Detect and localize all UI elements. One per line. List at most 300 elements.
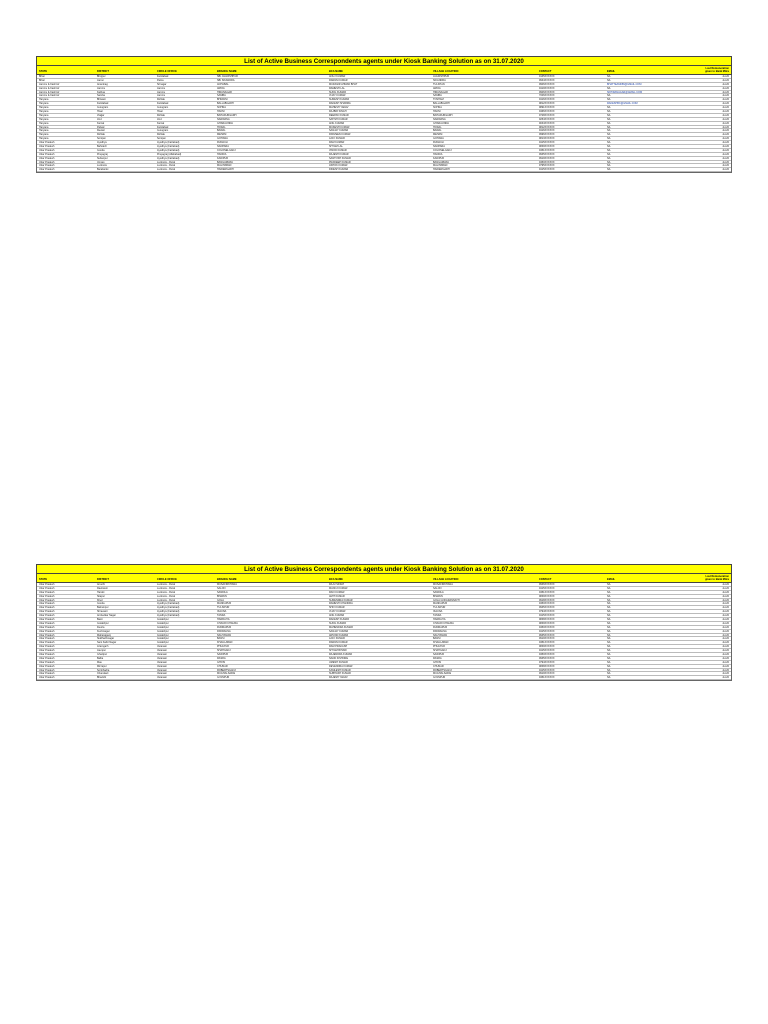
- report-sheet-2: [36, 564, 732, 681]
- cell-contact: 9415XXXXXX: [539, 141, 555, 145]
- cell-remuneration: Jul-20: [722, 660, 729, 664]
- cell-remuneration: Jul-20: [722, 594, 729, 598]
- cell-email: NA: [607, 98, 611, 102]
- cell-email: NA: [607, 106, 611, 110]
- cell-circle-office: Lucknow - Rural: [157, 598, 176, 602]
- cell-bca-name: SHIV KUMAR: [329, 606, 345, 610]
- cell-branch-name: RUDRAPUR: [217, 625, 232, 629]
- cell-bca-name: SUNIL KUMAR: [329, 90, 346, 94]
- cell-village-location: PHULPUR: [433, 645, 445, 649]
- cell-district: Faridabad: [97, 102, 109, 106]
- cell-district: Kathua: [97, 90, 105, 94]
- cell-branch-name: TANDA: [217, 614, 226, 618]
- cell-remuneration: Jul-20: [722, 86, 729, 90]
- cell-branch-name: CHUNAR: [217, 664, 228, 668]
- cell-email: NA: [607, 625, 611, 629]
- cell-remuneration: Jul-20: [722, 94, 729, 98]
- cell-bca-name: AMIT KUMAR: [329, 594, 345, 598]
- cell-bca-name: MAHENDRA KUMAR: [329, 625, 353, 629]
- cell-district: Jaunpur: [97, 649, 107, 653]
- cell-remuneration: Jul-20: [722, 656, 729, 660]
- cell-village-location: KADIPUR: [433, 156, 445, 160]
- cell-branch-name: RUDAULI: [217, 141, 228, 145]
- cell-state: Uttar Pradesh: [39, 672, 55, 676]
- cell-email: NA: [607, 653, 611, 657]
- cell-branch-name: GOLA: [217, 598, 224, 602]
- cell-state: Uttar Pradesh: [39, 621, 55, 625]
- cell-bca-name: AJAY KUMAR: [329, 637, 345, 641]
- cell-district: Kheri: [97, 598, 103, 602]
- cell-district: Jind: [97, 117, 102, 121]
- column-headers: [36, 66, 732, 75]
- cell-remuneration: Jul-20: [722, 633, 729, 637]
- cell-circle-office: Rohtak: [157, 113, 165, 117]
- cell-remuneration: Jul-20: [722, 664, 729, 668]
- cell-circle-office: Gorakhpur: [157, 625, 169, 629]
- cell-contact: 9450XXXXXX: [539, 653, 555, 657]
- cell-circle-office: Lucknow - Rural: [157, 590, 176, 594]
- cell-state: Uttar Pradesh: [39, 586, 55, 590]
- cell-district: Sitapur: [97, 594, 105, 598]
- table-body: [36, 75, 732, 173]
- table-row: [37, 168, 731, 172]
- cell-branch-name: GYANPUR: [217, 676, 230, 680]
- cell-remuneration: Jul-20: [722, 590, 729, 594]
- cell-district: Bhojpur: [97, 75, 106, 78]
- cell-remuneration: Jul-20: [722, 141, 729, 145]
- cell-village-location: NARWANA: [433, 117, 446, 121]
- cell-village-location: SALON: [433, 586, 442, 590]
- cell-state: Uttar Pradesh: [39, 594, 55, 598]
- cell-remuneration: Jul-20: [722, 676, 729, 680]
- cell-village-location: GOLA GOKARANNATH: [433, 598, 460, 602]
- cell-district: Deoria: [97, 625, 105, 629]
- cell-bca-name: MUDASIR AHMAD BHAT: [329, 82, 358, 86]
- cell-circle-office: Varanasi: [157, 653, 167, 657]
- cell-contact: 9794XXXXXX: [539, 610, 555, 614]
- cell-state: Uttar Pradesh: [39, 145, 55, 149]
- cell-district: Siddharthnagar: [97, 637, 115, 641]
- cell-village-location: NAUTANWA: [433, 633, 448, 637]
- cell-district: Lucknow: [97, 164, 107, 168]
- cell-branch-name: HODAL: [217, 125, 226, 129]
- cell-circle-office: Hisar: [157, 110, 163, 114]
- cell-district: Gonda: [97, 602, 105, 606]
- cell-remuneration: Jul-20: [722, 610, 729, 614]
- cell-bca-name: ARVIND KUMAR: [329, 633, 349, 637]
- cell-village-location: SHAHGANJ: [433, 649, 447, 653]
- cell-village-location: MUSAFIRKHANA: [433, 583, 453, 586]
- report-sheet-1: [36, 56, 732, 173]
- cell-contact: 9450XXXXXX: [539, 160, 555, 164]
- col-state: STATE: [39, 70, 48, 73]
- cell-village-location: HANSI: [433, 110, 441, 114]
- cell-bca-name: SANTOSH KUMAR: [329, 156, 351, 160]
- cell-bca-name: RAM KUMAR: [329, 141, 345, 145]
- cell-bca-name: SUNIL KUMAR: [329, 621, 346, 625]
- cell-email: NA: [607, 598, 611, 602]
- cell-contact: 9466XXXXXX: [539, 110, 555, 114]
- cell-district: Maharajganj: [97, 633, 111, 637]
- cell-contact: 9794XXXXXX: [539, 660, 555, 664]
- cell-village-location: BISWAN: [433, 594, 443, 598]
- cell-circle-office: Jind: [157, 117, 162, 121]
- cell-bca-name: SHYAM LAL: [329, 145, 343, 149]
- cell-village-location: CHUNAR: [433, 664, 444, 668]
- cell-village-location: COLONELGANJ: [433, 148, 452, 152]
- cell-email: NA: [607, 668, 611, 672]
- cell-contact: 9936XXXXXX: [539, 583, 555, 586]
- cell-email: NA: [607, 121, 611, 125]
- cell-bca-name: VIJAY KUMAR: [329, 94, 346, 98]
- cell-state: Uttar Pradesh: [39, 148, 55, 152]
- cell-village-location: NANPARA: [433, 145, 445, 149]
- table-row: [37, 676, 731, 680]
- cell-state: Jammu & Kashmir: [39, 94, 60, 98]
- cell-circle-office: Ayodhya (Faizabad): [157, 606, 180, 610]
- cell-remuneration: Jul-20: [722, 137, 729, 141]
- cell-district: Samba: [97, 94, 105, 98]
- cell-contact: 9034XXXXXX: [539, 121, 555, 125]
- cell-branch-name: NARWANA: [217, 117, 230, 121]
- cell-state: Bihar: [39, 78, 45, 82]
- cell-email: NA: [607, 164, 611, 168]
- cell-village-location: KHALILABAD: [433, 641, 449, 645]
- cell-email: NA: [607, 641, 611, 645]
- cell-district: Sant Kabir Nagar: [97, 641, 117, 645]
- cell-circle-office: Gorakhpur: [157, 618, 169, 622]
- cell-circle-office: Ayodhya (Faizabad): [157, 602, 180, 606]
- cell-bca-name: RAJU SINGH: [329, 583, 345, 586]
- cell-district: Prayagraj: [97, 152, 108, 156]
- cell-bca-name: VIJAY KUMAR: [329, 610, 346, 614]
- cell-contact: 9839XXXXXX: [539, 145, 555, 149]
- cell-circle-office: Rohtak: [157, 98, 165, 102]
- col-village-location: VILLAGE LOCATION: [433, 578, 459, 581]
- cell-state: Haryana: [39, 125, 49, 129]
- cell-bca-name: RAKESH SHARMA: [329, 102, 351, 106]
- cell-branch-name: SBI JAGDISHPUR: [217, 75, 238, 78]
- cell-state: Haryana: [39, 117, 49, 121]
- cell-circle-office: Lucknow - Rural: [157, 160, 176, 164]
- cell-village-location: ARNIA: [433, 86, 441, 90]
- cell-contact: 9254XXXXXX: [539, 117, 555, 121]
- cell-bca-name: MUKESH KUMAR: [329, 125, 350, 129]
- cell-village-location: MUGHALSARAI: [433, 672, 452, 676]
- cell-contact: 9728XXXXXX: [539, 113, 555, 117]
- cell-branch-name: BHIWANI: [217, 98, 228, 102]
- cell-contact: 9415XXXXXX: [539, 586, 555, 590]
- cell-state: Uttar Pradesh: [39, 598, 55, 602]
- table-body: [36, 583, 732, 681]
- cell-email: NA: [607, 152, 611, 156]
- report-title: List of Active Business Correspondents agents under Kiosk Banking Solution as on 31.07.2020: [36, 564, 732, 574]
- cell-email: NA: [607, 156, 611, 160]
- cell-email: NA: [607, 660, 611, 664]
- cell-contact: 9419XXXXXX: [539, 86, 555, 90]
- cell-state: Uttar Pradesh: [39, 164, 55, 168]
- cell-contact: 9934XXXXXX: [539, 78, 555, 82]
- cell-state: Haryana: [39, 102, 49, 106]
- cell-bca-name: VINOD KUMAR: [329, 148, 347, 152]
- col-contact: CONTACT: [539, 578, 552, 581]
- cell-contact: 9451XXXXXX: [539, 676, 555, 680]
- cell-contact: 9415XXXXXX: [539, 649, 555, 653]
- cell-email: NA: [607, 145, 611, 149]
- cell-email: NA: [607, 637, 611, 641]
- cell-bca-name: ANUJ KUMAR: [329, 75, 346, 78]
- cell-remuneration: Jul-20: [722, 160, 729, 164]
- cell-branch-name: MEHAM: [217, 133, 227, 137]
- cell-district: Hardoi: [97, 590, 105, 594]
- cell-remuneration: Jul-20: [722, 586, 729, 590]
- cell-village-location: SANDILA: [433, 590, 444, 594]
- cell-circle-office: Ayodhya (Faizabad): [157, 148, 180, 152]
- cell-remuneration: Jul-20: [722, 672, 729, 676]
- cell-branch-name: MUSAFIRKHANA: [217, 583, 237, 586]
- cell-email: NA: [607, 621, 611, 625]
- cell-district: Chandauli: [97, 672, 109, 676]
- cell-remuneration: Jul-20: [722, 168, 729, 172]
- cell-branch-name: BANGARMAU: [217, 160, 234, 164]
- cell-circle-office: Jammu: [157, 90, 166, 94]
- cell-branch-name: PADRAUNA: [217, 629, 231, 633]
- cell-bca-name: DEEPAK KUMAR: [329, 113, 349, 117]
- cell-state: Uttar Pradesh: [39, 625, 55, 629]
- cell-remuneration: Jul-20: [722, 629, 729, 633]
- cell-bca-name: ASHOK KUMAR: [329, 164, 348, 168]
- cell-circle-office: Faridabad: [157, 125, 169, 129]
- cell-bca-name: ANIL KUMAR: [329, 121, 345, 125]
- cell-branch-name: HARRAIYA: [217, 618, 230, 622]
- cell-remuneration: Jul-20: [722, 649, 729, 653]
- cell-branch-name: BISWAN: [217, 594, 227, 598]
- cell-state: Uttar Pradesh: [39, 606, 55, 610]
- cell-bca-name: RAJBIR SINGH: [329, 110, 347, 114]
- cell-branch-name: PHULPUR: [217, 645, 229, 649]
- cell-bca-name: SATISH KUMAR: [329, 117, 348, 121]
- cell-contact: 9935XXXXXX: [539, 633, 555, 637]
- cell-district: Ambedkar Nagar: [97, 614, 116, 618]
- cell-district: Anantnag: [97, 82, 108, 86]
- cell-branch-name: BANSI: [217, 637, 225, 641]
- cell-email: NA: [607, 645, 611, 649]
- cell-contact: 9812XXXXXX: [539, 125, 555, 129]
- cell-district: Jammu: [97, 86, 106, 90]
- cell-state: Uttar Pradesh: [39, 156, 55, 160]
- cell-circle-office: Lucknow - Rural: [157, 164, 176, 168]
- cell-bca-name: SANJAY KUMAR: [329, 629, 349, 633]
- cell-email: NA: [607, 160, 611, 164]
- cell-district: Mirzapur: [97, 664, 107, 668]
- col-contact: CONTACT: [539, 70, 552, 73]
- cell-district: Jamui: [97, 78, 104, 82]
- cell-remuneration: Jul-20: [722, 598, 729, 602]
- cell-state: Haryana: [39, 113, 49, 117]
- cell-district: Bahraich: [97, 145, 107, 149]
- cell-bca-name: RAJESH KUMAR: [329, 152, 349, 156]
- cell-district: Ghazipur: [97, 653, 108, 657]
- cell-branch-name: SAMBA: [217, 94, 226, 98]
- cell-branch-name: GHOSI: [217, 660, 226, 664]
- cell-remuneration: Jul-20: [722, 121, 729, 125]
- col-state: STATE: [39, 578, 48, 581]
- cell-village-location: TULKHAN: [433, 82, 445, 86]
- cell-state: Uttar Pradesh: [39, 664, 55, 668]
- cell-remuneration: Jul-20: [722, 152, 729, 156]
- cell-branch-name: HANDIA: [217, 152, 227, 156]
- cell-bca-name: NAND KISHORE: [329, 656, 349, 660]
- cell-district: Bhiwani: [97, 98, 106, 102]
- cell-circle-office: Varanasi: [157, 645, 167, 649]
- cell-village-location: HODAL: [433, 125, 442, 129]
- cell-contact: 9906XXXXXX: [539, 90, 555, 94]
- cell-branch-name: SHAHGANJ: [217, 649, 231, 653]
- cell-contact: 9935XXXXXX: [539, 656, 555, 660]
- cell-state: Haryana: [39, 133, 49, 137]
- cell-circle-office: Varanasi: [157, 660, 167, 664]
- cell-circle-office: Ayodhya (Faizabad): [157, 145, 180, 149]
- cell-village-location: BAHADURGARH: [433, 113, 453, 117]
- cell-branch-name: GHARAUNDA: [217, 121, 233, 125]
- cell-district: Palwal: [97, 125, 105, 129]
- cell-contact: 9838XXXXXX: [539, 664, 555, 668]
- cell-contact: 9839XXXXXX: [539, 645, 555, 649]
- cell-branch-name: IKAUNA: [217, 610, 227, 614]
- cell-district: Rewari: [97, 129, 105, 133]
- cell-email: NA: [607, 629, 611, 633]
- cell-contact: 9906XXXXXX: [539, 82, 555, 86]
- cell-remuneration: Jul-20: [722, 125, 729, 129]
- cell-circle-office: Gurugram: [157, 106, 169, 110]
- report-title: List of Active Business Correspondents agents under Kiosk Banking Solution as on 31.07.2020: [36, 56, 732, 66]
- cell-branch-name: NAUTANWA: [217, 633, 232, 637]
- cell-district: Kushinagar: [97, 629, 110, 633]
- cell-bca-name: PRADEEP KUMAR: [329, 160, 351, 164]
- cell-bca-name: RAM PRAKASH: [329, 645, 348, 649]
- cell-email: NA: [607, 672, 611, 676]
- cell-email: NA: [607, 676, 611, 680]
- cell-bca-name: PAWAN KUMAR: [329, 78, 348, 82]
- cell-bca-name: RAJENDRA KUMAR: [329, 653, 353, 657]
- cell-email: NA: [607, 141, 611, 145]
- cell-email: NA: [607, 590, 611, 594]
- cell-branch-name: SANDILA: [217, 590, 228, 594]
- cell-village-location: GYANPUR: [433, 676, 446, 680]
- column-headers: [36, 574, 732, 583]
- cell-state: Jammu & Kashmir: [39, 82, 60, 86]
- cell-state: Uttar Pradesh: [39, 590, 55, 594]
- cell-state: Uttar Pradesh: [39, 641, 55, 645]
- cell-branch-name: HANSI: [217, 110, 225, 114]
- col-last-remuneration: Last Remuneration given to Bank Mitra: [705, 574, 729, 581]
- cell-bca-name: SUBHASH KUMAR: [329, 672, 351, 676]
- cell-village-location: JAGDISHPUR: [433, 75, 450, 78]
- cell-contact: 9839XXXXXX: [539, 594, 555, 598]
- cell-contact: 9935XXXXXX: [539, 606, 555, 610]
- cell-village-location: RUDRAPUR: [433, 625, 448, 629]
- cell-email: NA: [607, 656, 611, 660]
- cell-remuneration: Jul-20: [722, 653, 729, 657]
- cell-email: NA: [607, 133, 611, 137]
- cell-branch-name: HIRANAGAR: [217, 90, 232, 94]
- cell-remuneration: Jul-20: [722, 78, 729, 82]
- cell-state: Uttar Pradesh: [39, 660, 55, 664]
- cell-village-location: GOHANA: [433, 137, 444, 141]
- cell-contact: 9415XXXXXX: [539, 629, 555, 633]
- cell-village-location: MALIHABAD: [433, 164, 448, 168]
- cell-state: Uttar Pradesh: [39, 583, 55, 586]
- cell-bca-name: RAJESH YADAV: [329, 676, 348, 680]
- cell-email: NA: [607, 78, 611, 82]
- cell-branch-name: ACHABAL: [217, 82, 229, 86]
- cell-bca-name: SHYAM BIHARI: [329, 649, 347, 653]
- cell-remuneration: Jul-20: [722, 614, 729, 618]
- cell-bca-name: RAMESH CHANDRA: [329, 602, 353, 606]
- cell-bca-name: RAMESH LAL: [329, 86, 345, 90]
- cell-state: Haryana: [39, 129, 49, 133]
- cell-email: NA: [607, 137, 611, 141]
- cell-district: Hisar: [97, 110, 103, 114]
- cell-village-location: TOSHAM: [433, 98, 444, 102]
- cell-state: Uttar Pradesh: [39, 633, 55, 637]
- cell-district: Azamgarh: [97, 645, 109, 649]
- cell-bca-name: DINESH KUMAR: [329, 168, 349, 172]
- cell-remuneration: Jul-20: [722, 90, 729, 94]
- cell-district: Sonipat: [97, 137, 106, 141]
- cell-village-location: HIRANAGAR: [433, 90, 448, 94]
- cell-email: NA: [607, 594, 611, 598]
- cell-district: Shravasti: [97, 610, 108, 614]
- cell-circle-office: Gorakhpur: [157, 633, 169, 637]
- cell-state: Uttar Pradesh: [39, 141, 55, 145]
- cell-village-location: SIKANDRA: [433, 78, 446, 82]
- cell-bca-name: KAMLESH KUMAR: [329, 668, 351, 672]
- cell-branch-name: SOHNA: [217, 106, 226, 110]
- cell-village-location: BANGARMAU: [433, 160, 450, 164]
- cell-circle-office: Faridabad: [157, 102, 169, 106]
- cell-contact: 9450XXXXXX: [539, 602, 555, 606]
- cell-state: Jammu & Kashmir: [39, 90, 60, 94]
- cell-branch-name: BALLABGARH: [217, 102, 234, 106]
- cell-remuneration: Jul-20: [722, 164, 729, 168]
- cell-contact: 9795XXXXXX: [539, 164, 555, 168]
- cell-circle-office: Jammu: [157, 94, 166, 98]
- cell-email: NA: [607, 664, 611, 668]
- cell-village-location: CHAURI CHAURA: [433, 621, 454, 625]
- cell-circle-office: Lucknow - Rural: [157, 168, 176, 172]
- cell-bca-name: ANIL KUMAR: [329, 614, 345, 618]
- cell-village-location: SAMBA: [433, 94, 442, 98]
- cell-bca-name: AJAY KUMAR: [329, 137, 345, 141]
- cell-circle-office: Varanasi: [157, 664, 167, 668]
- cell-branch-name: COLONELGANJ: [217, 148, 236, 152]
- cell-state: Uttar Pradesh: [39, 653, 55, 657]
- cell-branch-name: SBI SIKANDRA: [217, 78, 235, 82]
- cell-branch-name: ROBERTSGANJ: [217, 668, 236, 672]
- cell-contact: 9416XXXXXX: [539, 98, 555, 102]
- cell-state: Haryana: [39, 106, 49, 110]
- cell-district: Raebareli: [97, 586, 108, 590]
- col-email: EMAIL: [607, 578, 616, 581]
- cell-circle-office: Karnal: [157, 121, 165, 125]
- cell-village-location: RUDAULI: [433, 141, 444, 145]
- cell-bca-name: SANJAY KUMAR: [329, 129, 349, 133]
- cell-remuneration: Jul-20: [722, 606, 729, 610]
- cell-bca-name: MANOJ KUMAR: [329, 586, 348, 590]
- cell-circle-office: Lucknow - Rural: [157, 586, 176, 590]
- col-circle-office: CIRCLE OFFICE: [157, 70, 177, 73]
